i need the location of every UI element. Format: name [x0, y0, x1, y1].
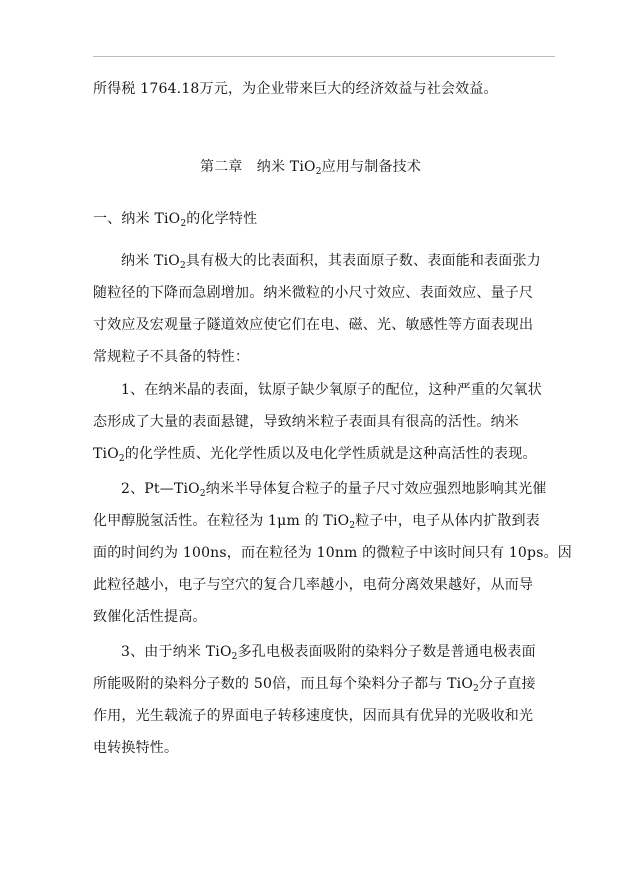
paragraph-line: 此粒径越小，电子与空穴的复合几率越小，电荷分离效果越好，从而导 — [93, 577, 534, 593]
paragraph-line: 面的时间约为 100ns，而在粒径为 10nm 的微粒子中该时间只有 10ps。因 — [93, 545, 572, 561]
chapter-title: 第二章 纳米 TiO$_2$应用与制备技术 — [199, 159, 422, 177]
paragraph-line: 电转换特性。 — [93, 740, 179, 756]
paragraph-line: 常规粒子不具备的特性： — [93, 349, 250, 365]
paragraph-line: 态形成了大量的表面悬键，导致纳米粒子表面具有很高的活性。纳米 — [93, 414, 519, 430]
paragraph-line: 3、由于纳米 TiO$_2$多孔电极表面吸附的染料分子数是普通电极表面 — [121, 644, 536, 662]
paragraph-line: 2、Pt—TiO$_2$纳米半导体复合粒子的量子尺寸效应强烈地影响其光催 — [121, 481, 547, 499]
paragraph-line: 化甲醇脱氢活性。在粒径为 1μm 的 TiO$_2$粒子中，电子从体内扩散到表 — [93, 513, 540, 531]
header-rule — [93, 56, 555, 57]
paragraph-line: 致催化活性提高。 — [93, 609, 207, 625]
section-title: 一、纳米 TiO$_2$的化学特性 — [93, 211, 258, 229]
paragraph-line: 寸效应及宏观量子隧道效应使它们在电、磁、光、敏感性等方面表现出 — [93, 317, 534, 333]
paragraph-line: 所能吸附的染料分子数的 50倍，而且每个染料分子都与 TiO$_2$分子直接 — [93, 676, 536, 694]
paragraph-line: 1、在纳米晶的表面，钛原子缺少氧原子的配位，这种严重的欠氧状 — [121, 382, 542, 398]
paragraph-line: 随粒径的下降而急剧增加。纳米微粒的小尺寸效应、表面效应、量子尺 — [93, 285, 534, 301]
paragraph-line: TiO$_2$的化学性质、光化学性质以及电化学性质就是这种高活性的表现。 — [93, 446, 537, 464]
paragraph-line: 作用，光生载流子的界面电子转移速度快，因而具有优异的光吸收和光 — [93, 708, 534, 724]
text-line: 所得税 1764.18万元，为企业带来巨大的经济效益与社会效益。 — [93, 81, 498, 97]
paragraph-line: 纳米 TiO$_2$具有极大的比表面积，其表面原子数、表面能和表面张力 — [121, 253, 541, 271]
